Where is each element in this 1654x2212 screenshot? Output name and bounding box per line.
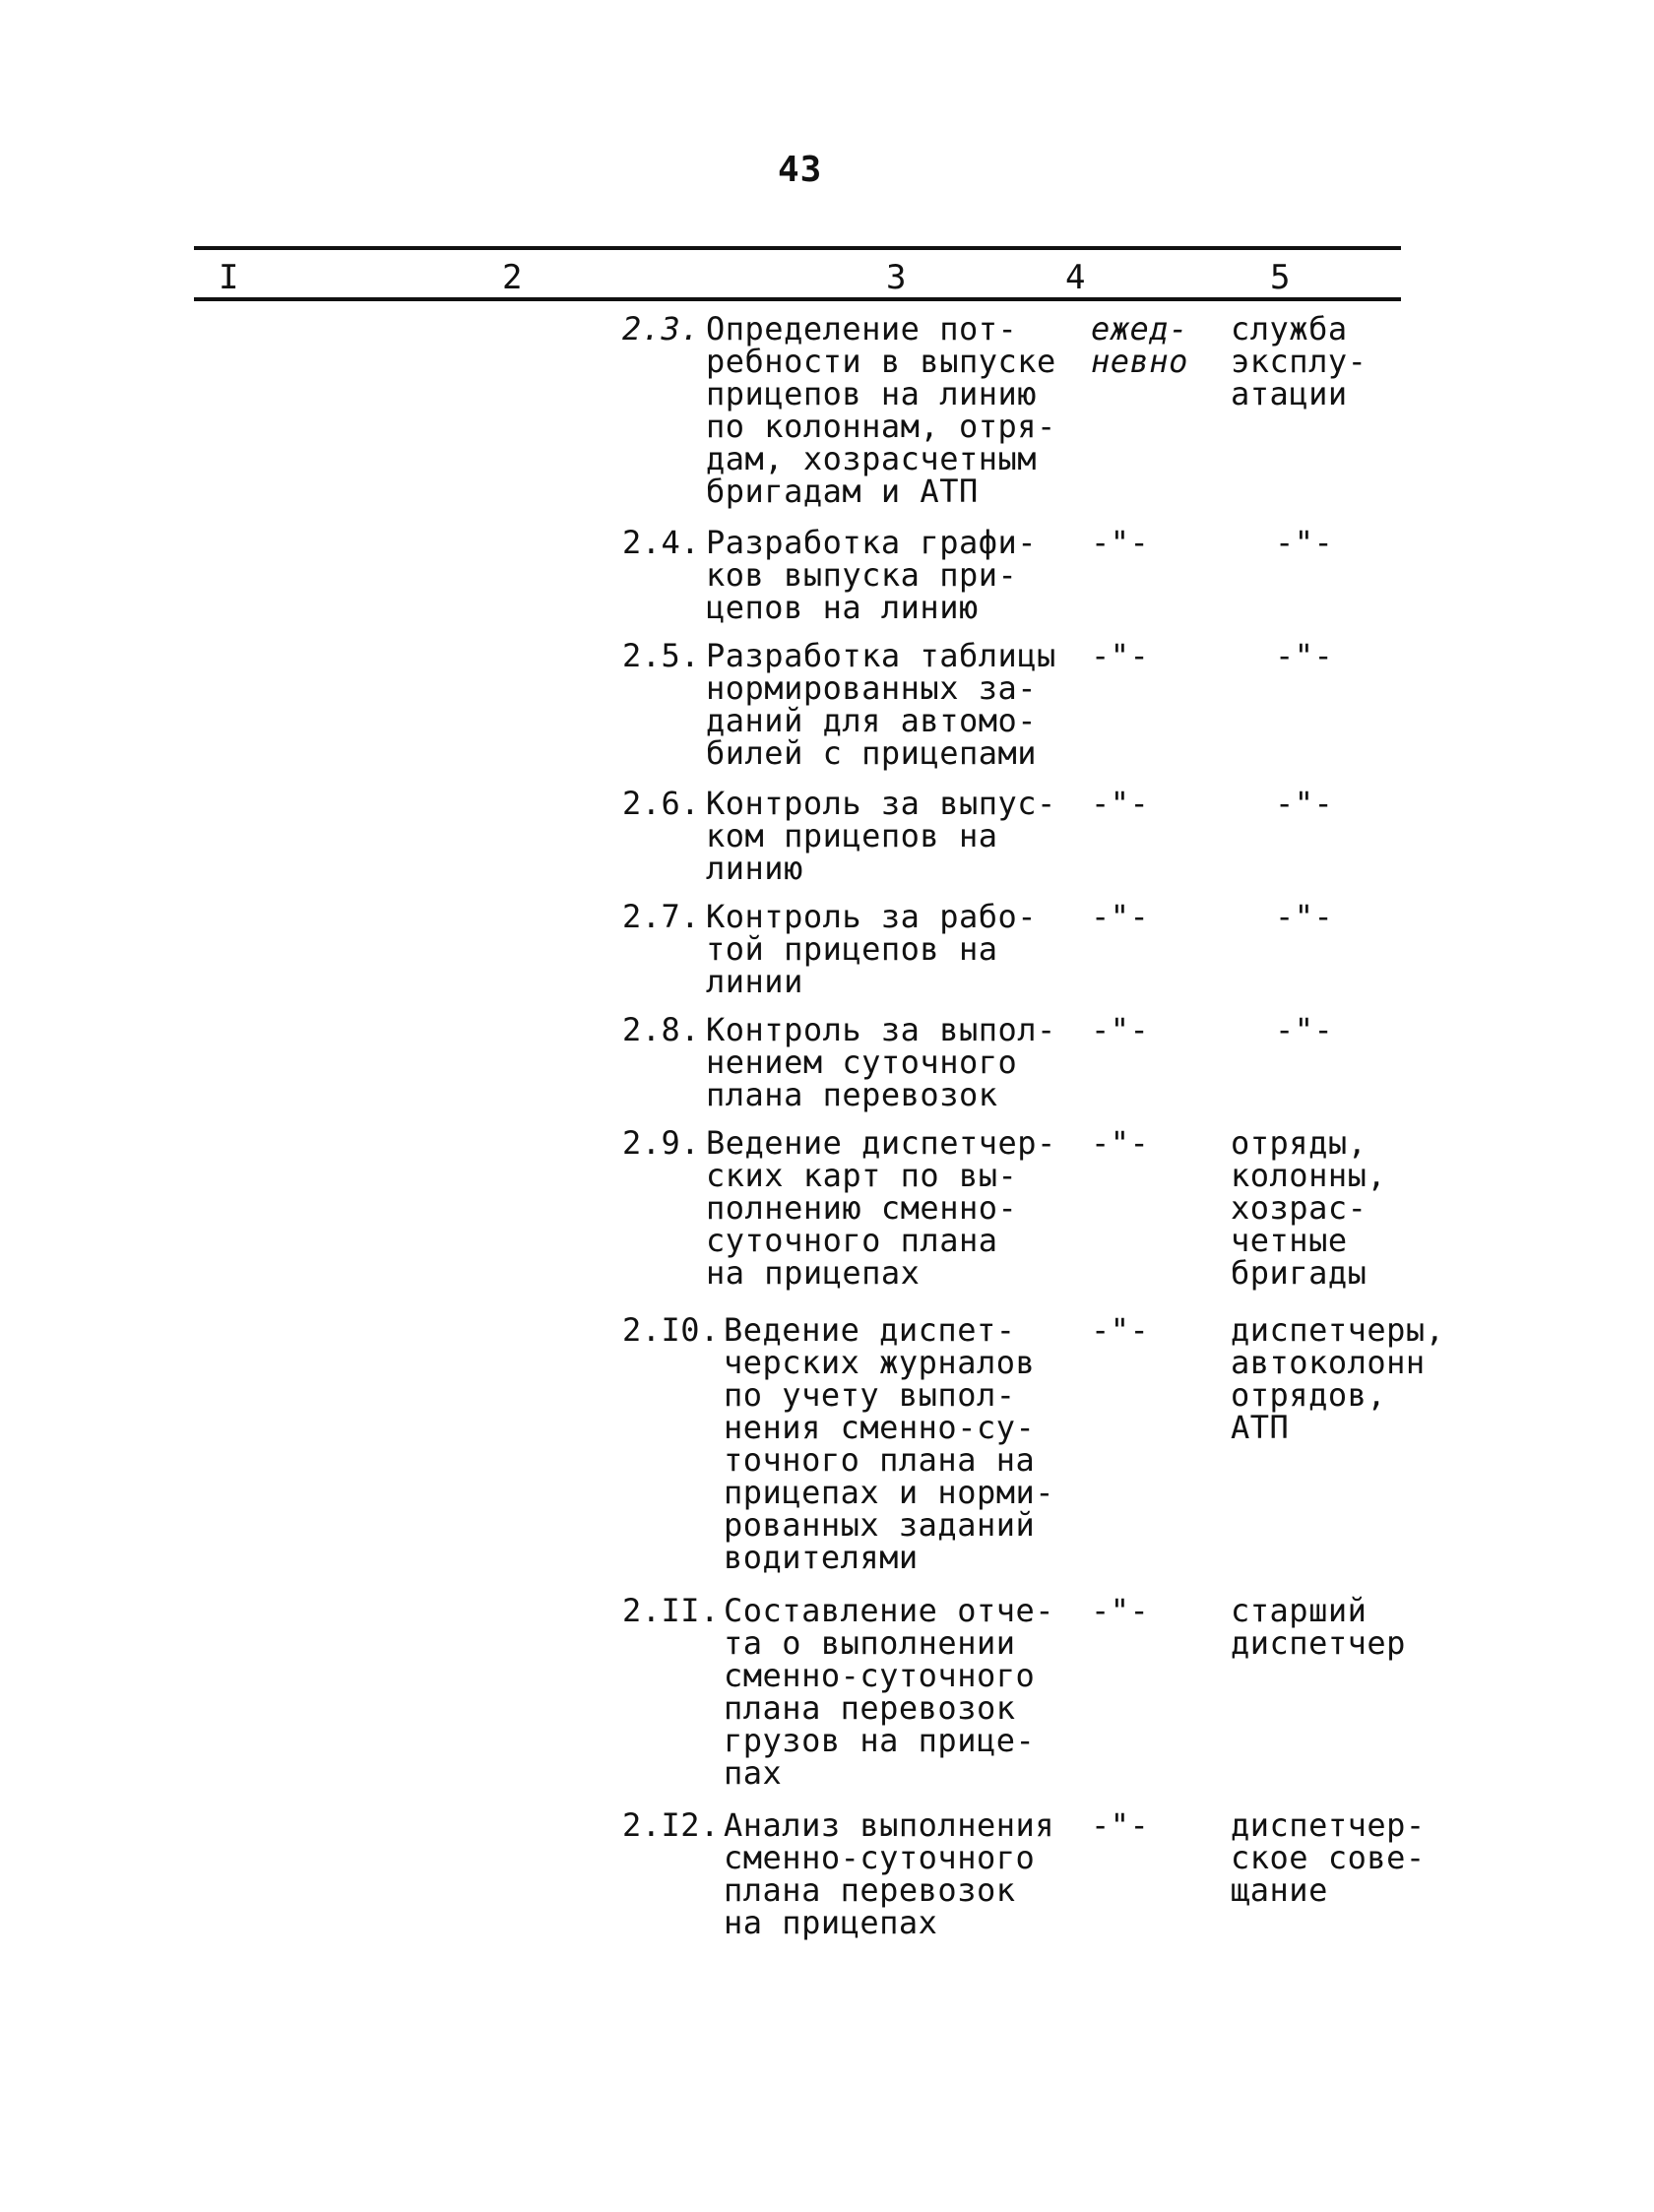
row-number: 2.9. [622, 1124, 701, 1162]
col-head-1: I [219, 258, 239, 297]
row-number: 2.II. [622, 1592, 720, 1629]
row-number: 2.8. [622, 1011, 701, 1048]
page-number: 43 [778, 150, 823, 190]
row-description: Составление отче- та о выполнении сменно-суточного плана перевозок грузов на прице- пах [724, 1592, 1055, 1792]
row-responsible: отряды, колонны, хозрас- четные бригады [1231, 1124, 1387, 1292]
row-number: 2.6. [622, 785, 701, 822]
row-responsible: диспетчеры, автоколонн отрядов, АТП [1231, 1311, 1445, 1446]
row-responsible: -"- [1275, 637, 1334, 674]
row-frequency: -"- [1091, 1592, 1150, 1629]
row-responsible: старший диспетчер [1231, 1592, 1406, 1662]
row-frequency: ежед- невно [1091, 310, 1188, 380]
col-head-5: 5 [1270, 258, 1291, 297]
row-number: 2.3. [622, 310, 701, 348]
row-description: Контроль за рабо- той прицепов на линии [706, 898, 1038, 1000]
row-responsible: -"- [1275, 1011, 1334, 1048]
row-frequency: -"- [1091, 1806, 1150, 1844]
row-description: Ведение диспетчер- ских карт по вы- полнению сменно- суточного плана на прицепах [706, 1124, 1056, 1292]
row-responsible: -"- [1275, 785, 1334, 822]
row-frequency: -"- [1091, 898, 1150, 935]
table-top-rule [194, 246, 1401, 250]
row-description: Контроль за выпол- нением суточного плана перевозок [706, 1011, 1056, 1113]
row-responsible: диспетчер- ское сове- щание [1231, 1806, 1426, 1909]
row-responsible: -"- [1275, 524, 1334, 561]
row-responsible: -"- [1275, 898, 1334, 935]
row-number: 2.7. [622, 898, 701, 935]
col-head-4: 4 [1065, 258, 1086, 297]
row-description: Анализ выполнения сменно-суточного плана перевозок на прицепах [724, 1806, 1055, 1941]
row-responsible: служба эксплу- атации [1231, 310, 1368, 412]
row-description: Разработка таблицы нормированных за- даний для автомо- билей с прицепами [706, 637, 1056, 772]
row-description: Разработка графи- ков выпуска при- цепов на линию [706, 524, 1038, 626]
row-frequency: -"- [1091, 1311, 1150, 1349]
row-number: 2.I0. [622, 1311, 720, 1349]
table-header-rule [194, 297, 1401, 301]
col-head-3: 3 [886, 258, 907, 297]
col-head-2: 2 [502, 258, 523, 297]
row-description: Контроль за выпус- ком прицепов на линию [706, 785, 1056, 887]
row-description: Определение пот- ребности в выпуске прицепов на линию по колоннам, отря- дам, хозрасчетным бригадам и АТП [706, 310, 1056, 510]
row-frequency: -"- [1091, 637, 1150, 674]
row-frequency: -"- [1091, 1011, 1150, 1048]
row-frequency: -"- [1091, 785, 1150, 822]
row-number: 2.4. [622, 524, 701, 561]
row-frequency: -"- [1091, 1124, 1150, 1162]
row-description: Ведение диспет- черских журналов по учету выпол- нения сменно-су- точного плана на прицепах и норми- рованных заданий водителями [724, 1311, 1055, 1576]
row-frequency: -"- [1091, 524, 1150, 561]
row-number: 2.I2. [622, 1806, 720, 1844]
row-number: 2.5. [622, 637, 701, 674]
